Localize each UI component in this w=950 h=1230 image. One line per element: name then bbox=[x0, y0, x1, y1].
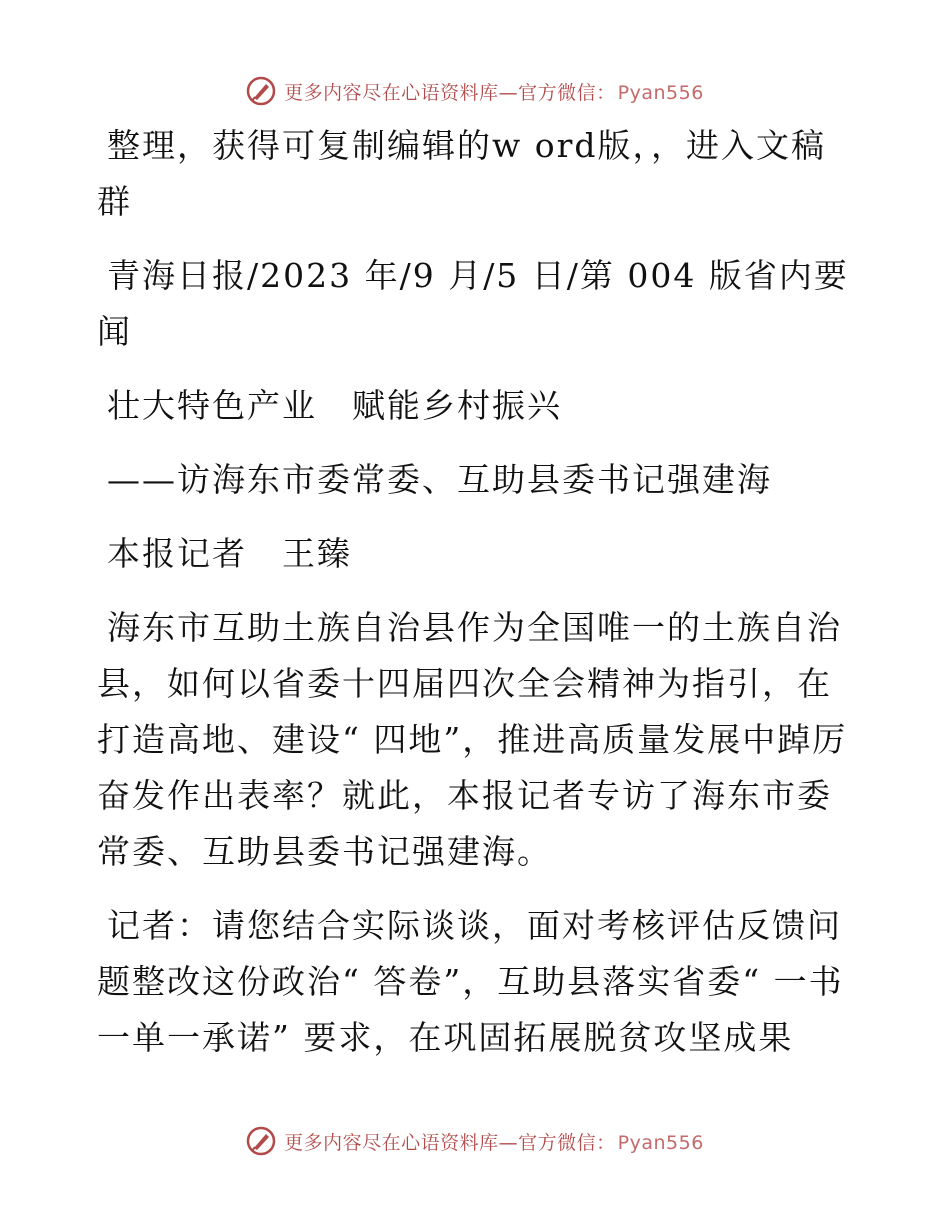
footer-banner bbox=[0, 1121, 950, 1161]
banner-text: 更多内容尽在心语资料库—官方微信： Pyan556 bbox=[284, 1131, 704, 1154]
body-paragraph: 记者：请您结合实际谈谈，面对考核评估反馈问题整改这份政治“ 答卷”，互助县落实省委“ 一书一单一承诺” 要求，在巩固拓展脱贫攻坚成果 bbox=[97, 906, 844, 1057]
article-subtitle: ——访海东市委常委、互助县委书记强建海 bbox=[107, 460, 772, 499]
quill-pen-logo-icon bbox=[246, 76, 276, 106]
wechat-id: Pyan556 bbox=[617, 81, 704, 104]
quill-pen-logo-icon bbox=[246, 1126, 276, 1156]
body-paragraph: 海东市互助土族自治县作为全国唯一的土族自治县，如何以省委十四届四次全会精神为指引，在打造高地、建设“ 四地”，推进高质量发展中踔厉奋发作出表率？就此，本报记者专访了海东市委常委、互助县委书记强建海。 bbox=[97, 608, 848, 871]
intro-line: 整理，获得可复制编辑的w ord版，，进入文稿群 bbox=[97, 126, 827, 221]
wechat-id: Pyan556 bbox=[617, 1131, 704, 1154]
byline: 本报记者 王臻 bbox=[107, 534, 352, 573]
header-banner bbox=[0, 71, 950, 111]
document-body bbox=[97, 118, 857, 1066]
article-title: 壮大特色产业 赋能乡村振兴 bbox=[107, 386, 562, 425]
banner-text: 更多内容尽在心语资料库—官方微信： Pyan556 bbox=[284, 81, 704, 104]
source-line: 青海日报/2023 年/9 月/5 日/第 004 版省内要闻 bbox=[97, 256, 849, 351]
